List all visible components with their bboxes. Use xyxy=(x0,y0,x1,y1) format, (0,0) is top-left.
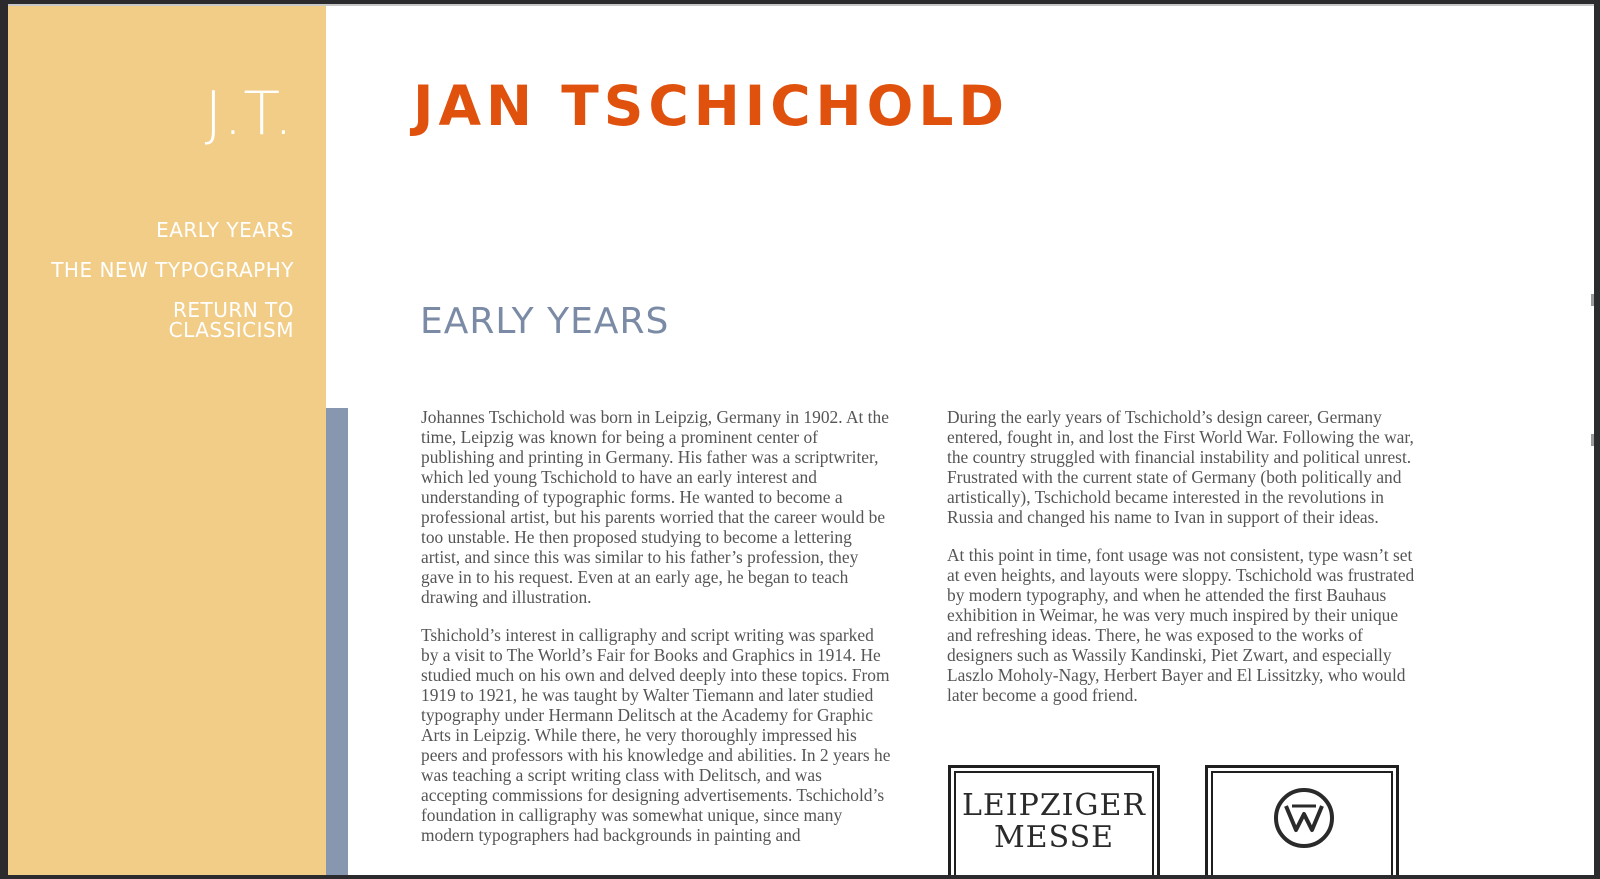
scrollbar-marker[interactable] xyxy=(1591,434,1594,446)
sidebar-nav xyxy=(51,220,294,360)
scrollbar-marker[interactable] xyxy=(1591,294,1594,306)
paragraph: During the early years of Tschichold’s design career, Germany entered, fought in, and lost the First World War. Following the war, the country struggled with financial instability and political unrest. Frustrated with the current state of Germany (both politically and artistically), Tschichold became interested in the revolutions in Russia and changed his name to Ivan in support of their ideas. xyxy=(947,407,1414,527)
monogram-emblem-icon xyxy=(1272,786,1336,850)
page-title: JAN TSCHICHOLD xyxy=(413,74,1010,138)
paragraph: Tshichold’s interest in calligraphy and script writing was sparked by a visit to The World’s Fair for Books and Graphics in 1914. He studied much on his own and delved deeply into these topics. From 1919 to 1921, he was taught by Walter Tiemann and later studied typography under Hermann Delitsch at the Academy for Graphic Arts in Leipzig. While there, he very thoroughly impressed his peers and professors with his knowledge and abilities. In 2 years he was teaching a script writing class with Delitsch, and was accepting commissions for designing advertisements. Tschichold’s foundation in calligraphy was somewhat unique, since many modern typographers had backgrounds in painting and xyxy=(421,625,891,845)
site-logo[interactable]: J.T. xyxy=(204,79,294,149)
emblem-poster-image xyxy=(1205,765,1399,875)
nav-new-typography[interactable]: THE NEW TYPOGRAPHY xyxy=(51,258,294,282)
nav-return-to-classicism[interactable]: RETURN TO CLASSICISM xyxy=(168,298,294,342)
paragraph: Johannes Tschichold was born in Leipzig, Germany in 1902. At the time, Leipzig was known for being a prominent center of publishing and printing in Germany. His father was a scriptwriter, which led young Tschichold to have an early interest and understanding of typographic forms. He wanted to become a professional artist, but his parents worried that the career would be too unstable. He then proposed studying to become a lettering artist, and since this was similar to his father’s profession, they gave in to his request. Even at an early age, he began to teach drawing and illustration. xyxy=(421,407,889,607)
paragraph: At this point in time, font usage was not consistent, type wasn’t set at even heights, and layouts were sloppy. Tschichold was frustrated by modern typography, and when he attended the first Bauhaus exhibition in Weimar, he was very much inspired by their unique and refreshing ideas. There, he was exposed to the works of designers such as Wassily Kandinski, Piet Zwart, and especially Laszlo Moholy-Nagy, Herbert Bayer and El Lissitzky, who would later become a good friend. xyxy=(947,545,1415,705)
sidebar xyxy=(8,6,326,875)
section-accent-bar xyxy=(326,408,348,875)
left-column xyxy=(421,407,891,863)
browser-window xyxy=(8,4,1594,875)
right-column xyxy=(947,407,1419,723)
nav-early-years[interactable]: EARLY YEARS xyxy=(156,218,294,242)
section-title: EARLY YEARS xyxy=(420,301,670,342)
poster-lettering: LEIPZIGER MESSE xyxy=(961,788,1146,855)
leipziger-messe-poster-image xyxy=(948,765,1160,875)
